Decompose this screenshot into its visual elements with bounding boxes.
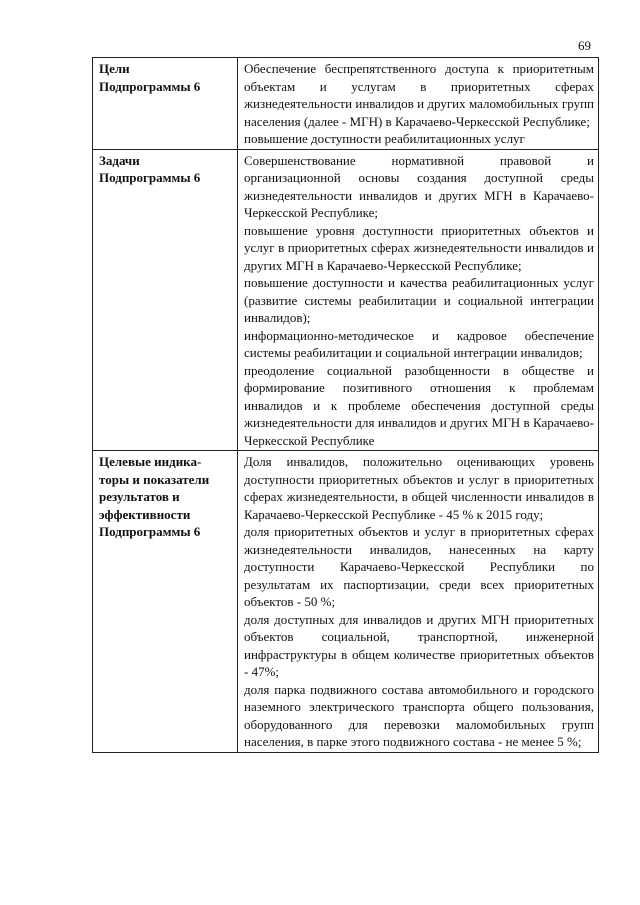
row-content-tasks bbox=[238, 149, 599, 451]
row-content-goals bbox=[238, 58, 599, 150]
content-paragraph: Доля инвалидов, положительно оценивающих уровень доступности приоритетных объектов и услуг в приоритетных сферах жизнедеятельности, в общей численности инвалидов в Карачаево-Черкесской Республике - 45 % к 2015 году; bbox=[244, 454, 594, 522]
content-paragraph: преодоление социальной разобщенности в обществе и формирование позитивного отношения к проблемам инвалидов и к проблеме обеспечения доступной среды жизнедеятельности для инвалидов и других МГН в Карачаево-Черкесской Республике bbox=[244, 362, 594, 448]
content-paragraph: повышение уровня доступности приоритетных объектов и услуг в приоритетных сферах жизнедеятельности инвалидов и других МГН в Карачаево-Черкесской Республике; bbox=[244, 222, 594, 273]
content-paragraph: повышение доступности реабилитационных услуг bbox=[244, 131, 525, 146]
row-label-line: Подпрограммы 6 bbox=[99, 78, 201, 94]
row-label-goals bbox=[93, 58, 238, 150]
subprogram-passport-table bbox=[92, 57, 599, 753]
table-row-goals bbox=[93, 58, 599, 150]
content-paragraph: информационно-методическое и кадровое обеспечение системы реабилитации и социальной интеграции инвалидов; bbox=[244, 327, 594, 360]
row-label-line: эффективности bbox=[99, 506, 191, 522]
row-label-line: торы и показатели bbox=[99, 471, 210, 487]
row-label-tasks bbox=[93, 149, 238, 451]
row-label-line: Подпрограммы 6 bbox=[99, 524, 201, 539]
table-row-indicators bbox=[93, 451, 599, 753]
row-label-line: Задачи bbox=[99, 152, 140, 168]
content-paragraph: Обеспечение беспрепятственного доступа к приоритетным объектам и услугам в приоритетных сферах жизнедеятельности инвалидов и других маломобильных групп населения (далее - МГН) в Карачаево-Черкесской Республике; bbox=[244, 61, 594, 129]
row-label-line: Целевые индика- bbox=[99, 454, 202, 469]
row-label-line: результатов и bbox=[99, 489, 180, 504]
content-paragraph: доля парка подвижного состава автомобильного и городского наземного электрического транспорта общего пользования, оборудованного для перевозки маломобильных групп населения, в парке этого подвижного состава - не менее 5 %; bbox=[244, 681, 594, 749]
content-paragraph: доля доступных для инвалидов и других МГН приоритетных объектов социальной, транспортной, инженерной инфраструктуры в общем количестве приоритетных объектов - 47%; bbox=[244, 611, 594, 679]
row-label-indicators bbox=[93, 451, 238, 753]
row-label-line: Подпрограммы 6 bbox=[99, 170, 201, 185]
table-row-tasks bbox=[93, 149, 599, 451]
row-content-indicators bbox=[238, 451, 599, 753]
content-paragraph: повышение доступности и качества реабилитационных услуг (развитие системы реабилитации и социальной интеграции инвалидов); bbox=[244, 275, 594, 325]
content-paragraph: Совершенствование нормативной правовой и организационной основы создания доступной среды жизнедеятельности инвалидов и других МГН в Карачаево-Черкесской Республике; bbox=[244, 152, 594, 220]
page-number: 69 bbox=[578, 38, 591, 53]
content-paragraph: доля приоритетных объектов и услуг в приоритетных сферах жизнедеятельности инвалидов, нанесенных на карту доступности Карачаево-Черкесской Республики по результатам их паспортизации, среди всех приоритетных объектов - 50 %; bbox=[244, 524, 594, 609]
row-label-line: Цели bbox=[99, 61, 130, 76]
